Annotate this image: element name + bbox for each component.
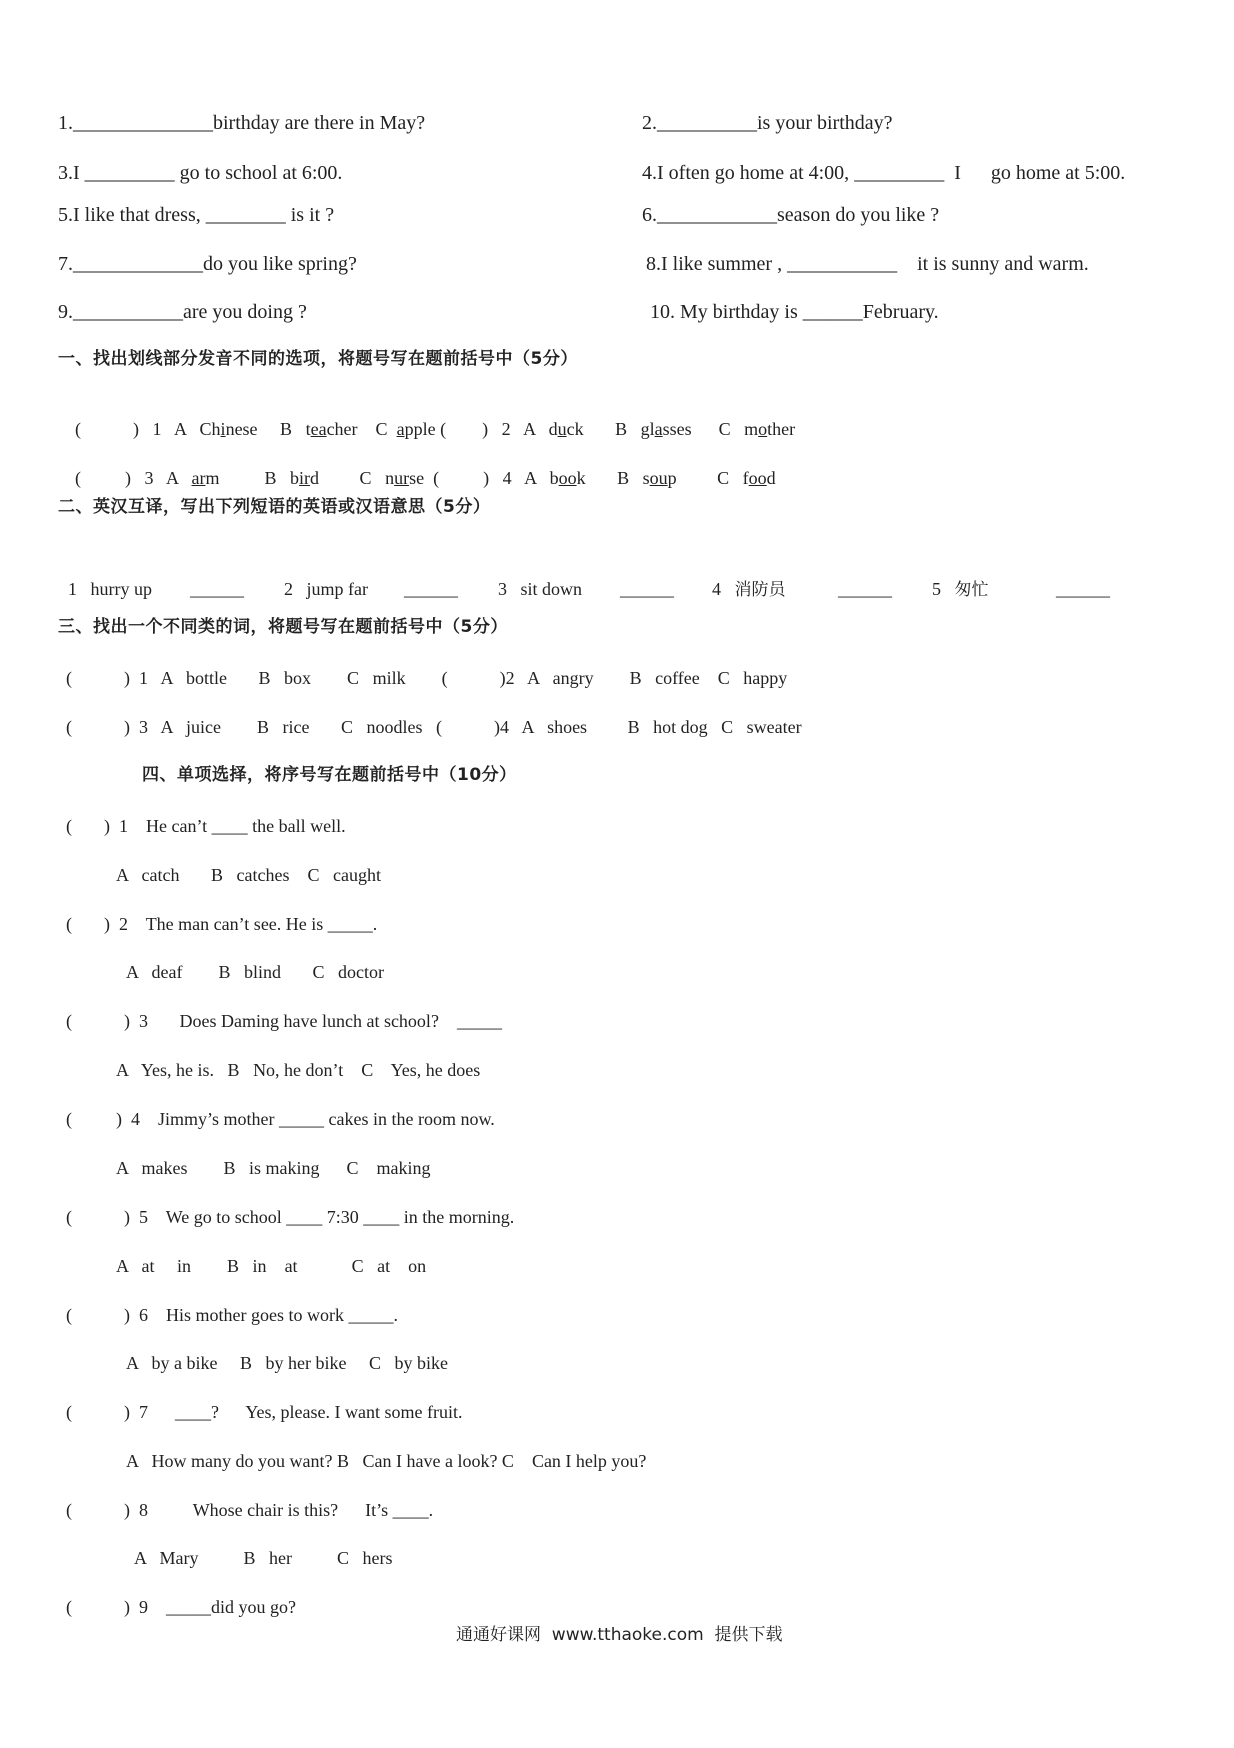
- q-text: 8.I like summer ,: [646, 253, 783, 275]
- option-letter: B: [615, 419, 628, 439]
- option-word: box: [284, 668, 312, 688]
- option-text: doctor: [338, 962, 385, 982]
- option-word: angry: [552, 668, 594, 688]
- answer-bracket-close: ): [133, 419, 139, 439]
- s4-question: [66, 915, 377, 933]
- s4-options: [116, 1061, 480, 1079]
- s4-options: [126, 963, 384, 981]
- q-number: 6.: [642, 204, 657, 226]
- answer-blank: _________: [84, 162, 175, 184]
- question-text: Jimmy’s mother _____ cakes in the room now.: [158, 1109, 495, 1129]
- option-text: Can I help you?: [531, 1451, 647, 1471]
- option-text: blind: [244, 962, 282, 982]
- option-letter: B: [218, 962, 231, 982]
- item-number: 9: [139, 1597, 148, 1617]
- item-number: 1: [139, 668, 148, 688]
- section-1-title: 一、找出划线部分发音不同的选项，将题号写在题前括号中（5分）: [58, 349, 578, 369]
- option-letter: C: [341, 717, 354, 737]
- answer-blank: __________: [657, 112, 757, 134]
- option-word: mother: [744, 419, 796, 439]
- answer-bracket-close: ): [124, 1305, 130, 1325]
- phrase: jump far: [306, 579, 368, 599]
- s2-item: [498, 580, 582, 598]
- option-letter: B: [227, 1060, 240, 1080]
- q-text: February.: [862, 301, 939, 323]
- option-letter: A: [160, 717, 173, 737]
- phrase: 消防员: [734, 580, 786, 600]
- s4-question: [66, 1403, 462, 1421]
- answer-bracket-open: (: [66, 717, 72, 737]
- q-text: 4.I often go home at 4:00,: [642, 162, 850, 184]
- option-word: arm: [191, 468, 220, 488]
- answer-blank: _________: [854, 162, 945, 184]
- answer-bracket-close: ): [124, 1402, 130, 1422]
- option-letter: C: [307, 865, 320, 885]
- option-letter: B: [223, 1158, 236, 1178]
- q5: [58, 205, 334, 225]
- s4-options: [126, 1452, 646, 1470]
- question-text: Yes, please. I want some fruit.: [245, 1402, 463, 1422]
- option-text: is making: [249, 1158, 320, 1178]
- option-text: catches: [236, 865, 290, 885]
- s4-question: [66, 1208, 514, 1226]
- option-text: caught: [332, 865, 381, 885]
- option-text: on: [408, 1256, 427, 1276]
- option-letter: B: [629, 668, 642, 688]
- option-letter: C: [718, 419, 731, 439]
- q-text: season do you like ?: [777, 204, 940, 226]
- option-letter: A: [527, 668, 540, 688]
- q-text: 5.I like that dress,: [58, 204, 201, 226]
- option-word: food: [742, 468, 776, 488]
- q1: [58, 113, 425, 133]
- option-text: in: [177, 1256, 192, 1276]
- footer-source: 通通好课网 www.tthaoke.com 提供下载: [456, 1625, 783, 1645]
- s4-options: [116, 1159, 431, 1177]
- option-text: by her bike: [265, 1353, 347, 1373]
- q-text: do you like spring?: [203, 253, 357, 275]
- option-word: soup: [642, 468, 677, 488]
- s2-item: [712, 580, 786, 599]
- option-letter: C: [312, 962, 325, 982]
- q-number: 7.: [58, 253, 73, 275]
- option-text: by bike: [394, 1353, 449, 1373]
- answer-bracket-open: (: [66, 1305, 72, 1325]
- phrase: hurry up: [90, 579, 152, 599]
- answer-bracket-close: ): [124, 1207, 130, 1227]
- option-text: by a bike: [151, 1353, 218, 1373]
- option-text: at: [377, 1256, 391, 1276]
- option-word: coffee: [655, 668, 700, 688]
- phrase: sit down: [520, 579, 583, 599]
- s4-options: [116, 866, 381, 884]
- answer-bracket-open: (: [66, 1011, 72, 1031]
- s2-item: [68, 580, 152, 598]
- s2-item: [284, 580, 368, 598]
- option-letter: C: [346, 1158, 359, 1178]
- option-letter: C: [359, 468, 372, 488]
- q-number: 2.: [642, 112, 657, 134]
- s2-item: [932, 580, 989, 599]
- option-word: juice: [186, 717, 222, 737]
- answer-bracket-open: (: [441, 668, 448, 688]
- option-letter: C: [717, 668, 730, 688]
- s4-question: [66, 1598, 296, 1616]
- s4-question: [66, 1110, 495, 1128]
- option-letter: B: [210, 865, 223, 885]
- s4-question: [66, 1501, 433, 1519]
- item-number: 5: [932, 579, 941, 599]
- option-letter: B: [627, 717, 640, 737]
- section-2-title: 二、英汉互译，写出下列短语的英语或汉语意思（5分）: [58, 497, 491, 517]
- item-number: 3: [139, 1011, 148, 1031]
- question-text: He can’t ____ the ball well.: [146, 816, 346, 836]
- answer-bracket-open: (: [433, 468, 440, 488]
- s1-row-1: [66, 402, 795, 438]
- section-3-title: 三、找出一个不同类的词，将题号写在题前括号中（5分）: [58, 617, 508, 637]
- s4-options: [126, 1354, 448, 1372]
- answer-blank: _____________: [73, 253, 203, 275]
- option-letter: B: [258, 668, 271, 688]
- option-word: hot dog: [653, 717, 708, 737]
- question-text: It’s ____.: [365, 1500, 434, 1520]
- answer-bracket-close: ): [104, 914, 110, 934]
- option-word: shoes: [547, 717, 588, 737]
- option-letter: A: [521, 717, 534, 737]
- option-letter: B: [240, 1353, 253, 1373]
- option-word: happy: [743, 668, 788, 688]
- option-letter: C: [375, 419, 388, 439]
- option-text: Can I have a look? C: [362, 1451, 514, 1471]
- option-letter: A: [524, 468, 537, 488]
- option-text: Mary: [159, 1548, 199, 1568]
- q-number: 9.: [58, 301, 73, 323]
- option-letter: A: [160, 668, 173, 688]
- item-number: 4: [712, 579, 721, 599]
- q7: [58, 254, 357, 274]
- q10: [650, 302, 939, 322]
- option-text: hers: [362, 1548, 393, 1568]
- answer-bracket-close: ): [125, 468, 131, 488]
- item-number: 1: [119, 816, 128, 836]
- item-number: 4: [500, 717, 510, 737]
- option-text: at: [141, 1256, 155, 1276]
- option-word: duck: [548, 419, 584, 439]
- option-letter: C: [347, 668, 360, 688]
- s3-row-2: [66, 718, 802, 736]
- answer-bracket-close: ): [124, 717, 130, 737]
- item-number: 2: [505, 668, 515, 688]
- s4-question: [66, 1012, 502, 1030]
- q-text: I: [954, 162, 961, 184]
- answer-bracket-close: ): [124, 1597, 130, 1617]
- answer-bracket-close: ): [124, 1011, 130, 1031]
- q-text: is your birthday?: [757, 112, 893, 134]
- item-number: 3: [139, 717, 148, 737]
- q2: [642, 113, 893, 133]
- q-text: is it ?: [290, 204, 335, 226]
- option-word: teacher: [305, 419, 358, 439]
- s2-blank: ______: [1056, 579, 1110, 599]
- item-number: 7: [139, 1402, 148, 1422]
- option-word: apple: [396, 419, 436, 439]
- answer-bracket-open: (: [66, 1402, 72, 1422]
- q8: [646, 254, 1089, 274]
- item-number: 4: [502, 468, 512, 488]
- option-letter: A: [116, 1158, 129, 1178]
- option-word: glasses: [640, 419, 692, 439]
- s3-row-1: [66, 669, 787, 687]
- option-letter: A: [134, 1548, 147, 1568]
- option-letter: A: [126, 1353, 139, 1373]
- answer-bracket-open: (: [440, 419, 447, 439]
- answer-blank: ______: [802, 301, 863, 323]
- option-letter: C: [721, 717, 734, 737]
- answer-bracket-open: (: [75, 419, 81, 439]
- answer-bracket-open: (: [75, 468, 81, 488]
- option-letter: A: [166, 468, 179, 488]
- q9: [58, 302, 307, 322]
- answer-bracket-open: (: [66, 1597, 72, 1617]
- option-word: Chinese: [199, 419, 258, 439]
- option-word: bird: [290, 468, 320, 488]
- option-letter: A: [126, 962, 139, 982]
- item-number: 5: [139, 1207, 148, 1227]
- option-text: A How many do you want? B: [126, 1451, 349, 1471]
- answer-bracket-close: ): [494, 717, 501, 737]
- option-text: Yes, he is.: [140, 1060, 215, 1080]
- option-letter: B: [617, 468, 630, 488]
- option-text: her: [269, 1548, 293, 1568]
- item-number: 4: [131, 1109, 140, 1129]
- q-text: go home at 5:00.: [990, 162, 1126, 184]
- q-text: 3.I: [58, 162, 80, 184]
- option-letter: B: [227, 1256, 240, 1276]
- q6: [642, 205, 939, 225]
- s4-question: [66, 817, 346, 835]
- item-number: 8: [139, 1500, 148, 1520]
- q4: [642, 163, 1125, 183]
- option-letter: C: [717, 468, 730, 488]
- option-word: sweater: [746, 717, 802, 737]
- answer-bracket-open: (: [66, 1207, 72, 1227]
- question-text: Whose chair is this?: [192, 1500, 339, 1520]
- item-number: 2: [501, 419, 511, 439]
- option-word: milk: [372, 668, 406, 688]
- q-text: it is sunny and warm.: [917, 253, 1089, 275]
- option-text: making: [376, 1158, 431, 1178]
- s2-blank: ______: [404, 579, 458, 599]
- s4-options: [134, 1549, 393, 1567]
- item-number: 3: [498, 579, 507, 599]
- answer-bracket-open: (: [66, 1500, 72, 1520]
- question-text: _____did you go?: [166, 1597, 296, 1617]
- answer-bracket-close: ): [124, 1500, 130, 1520]
- q-text: birthday are there in May?: [213, 112, 426, 134]
- answer-blank: ____________: [657, 204, 777, 226]
- item-number: 2: [284, 579, 293, 599]
- question-text: Does Daming have lunch at school?: [179, 1011, 439, 1031]
- item-number: 1: [152, 419, 162, 439]
- option-letter: A: [523, 419, 536, 439]
- option-letter: A: [116, 1256, 129, 1276]
- option-letter: C: [361, 1060, 374, 1080]
- answer-bracket-close: ): [124, 668, 130, 688]
- s2-blank: ______: [838, 579, 892, 599]
- item-number: 3: [144, 468, 154, 488]
- answer-bracket-close: ): [116, 1109, 122, 1129]
- q-text: go to school at 6:00.: [179, 162, 343, 184]
- answer-blank: ______________: [73, 112, 213, 134]
- option-letter: C: [337, 1548, 350, 1568]
- s4-question: [66, 1306, 398, 1324]
- option-letter: A: [116, 1060, 129, 1080]
- option-text: at: [284, 1256, 298, 1276]
- q3: [58, 163, 342, 183]
- option-letter: A: [174, 419, 187, 439]
- answer-blank: ________: [205, 204, 286, 226]
- option-word: book: [549, 468, 586, 488]
- answer-bracket-open: (: [436, 717, 443, 737]
- option-letter: C: [369, 1353, 382, 1373]
- option-text: in: [252, 1256, 267, 1276]
- phrase: 匆忙: [954, 580, 989, 600]
- option-text: Yes, he does: [390, 1060, 481, 1080]
- answer-blank: ___________: [73, 301, 183, 323]
- answer-bracket-close: ): [499, 668, 506, 688]
- item-number: 1: [68, 579, 77, 599]
- answer-bracket-close: ): [482, 419, 489, 439]
- q-text: are you doing ?: [183, 301, 307, 323]
- item-number: 2: [119, 914, 128, 934]
- answer-bracket-close: ): [483, 468, 490, 488]
- option-letter: B: [280, 419, 293, 439]
- option-letter: B: [264, 468, 277, 488]
- s1-row-2: [66, 451, 776, 487]
- option-word: noodles: [366, 717, 423, 737]
- answer-blank: _____: [456, 1011, 502, 1031]
- q-number: 1.: [58, 112, 73, 134]
- section-4-title: 四、单项选择，将序号写在题前括号中（10分）: [142, 765, 517, 785]
- option-word: rice: [282, 717, 310, 737]
- answer-blank: ___________: [787, 253, 898, 275]
- s4-options: [116, 1257, 426, 1275]
- answer-bracket-open: (: [66, 816, 72, 836]
- answer-bracket-close: ): [104, 816, 110, 836]
- option-text: makes: [141, 1158, 188, 1178]
- option-text: deaf: [151, 962, 183, 982]
- option-text: No, he don’t: [253, 1060, 344, 1080]
- option-text: catch: [141, 865, 180, 885]
- answer-bracket-open: (: [66, 1109, 72, 1129]
- question-text: The man can’t see. He is _____.: [145, 914, 378, 934]
- question-text: We go to school ____ 7:30 ____ in the morning.: [165, 1207, 515, 1227]
- option-letter: C: [351, 1256, 364, 1276]
- option-letter: B: [257, 717, 270, 737]
- option-word: nurse: [385, 468, 425, 488]
- s2-blank: ______: [190, 579, 244, 599]
- option-letter: A: [116, 865, 129, 885]
- q-text: 10. My birthday is: [650, 301, 798, 323]
- answer-bracket-open: (: [66, 914, 72, 934]
- item-number: 6: [139, 1305, 148, 1325]
- answer-blank: ____?: [175, 1402, 219, 1422]
- s2-blank: ______: [620, 579, 674, 599]
- question-text: His mother goes to work _____.: [166, 1305, 398, 1325]
- answer-bracket-open: (: [66, 668, 72, 688]
- option-letter: B: [243, 1548, 256, 1568]
- option-word: bottle: [186, 668, 228, 688]
